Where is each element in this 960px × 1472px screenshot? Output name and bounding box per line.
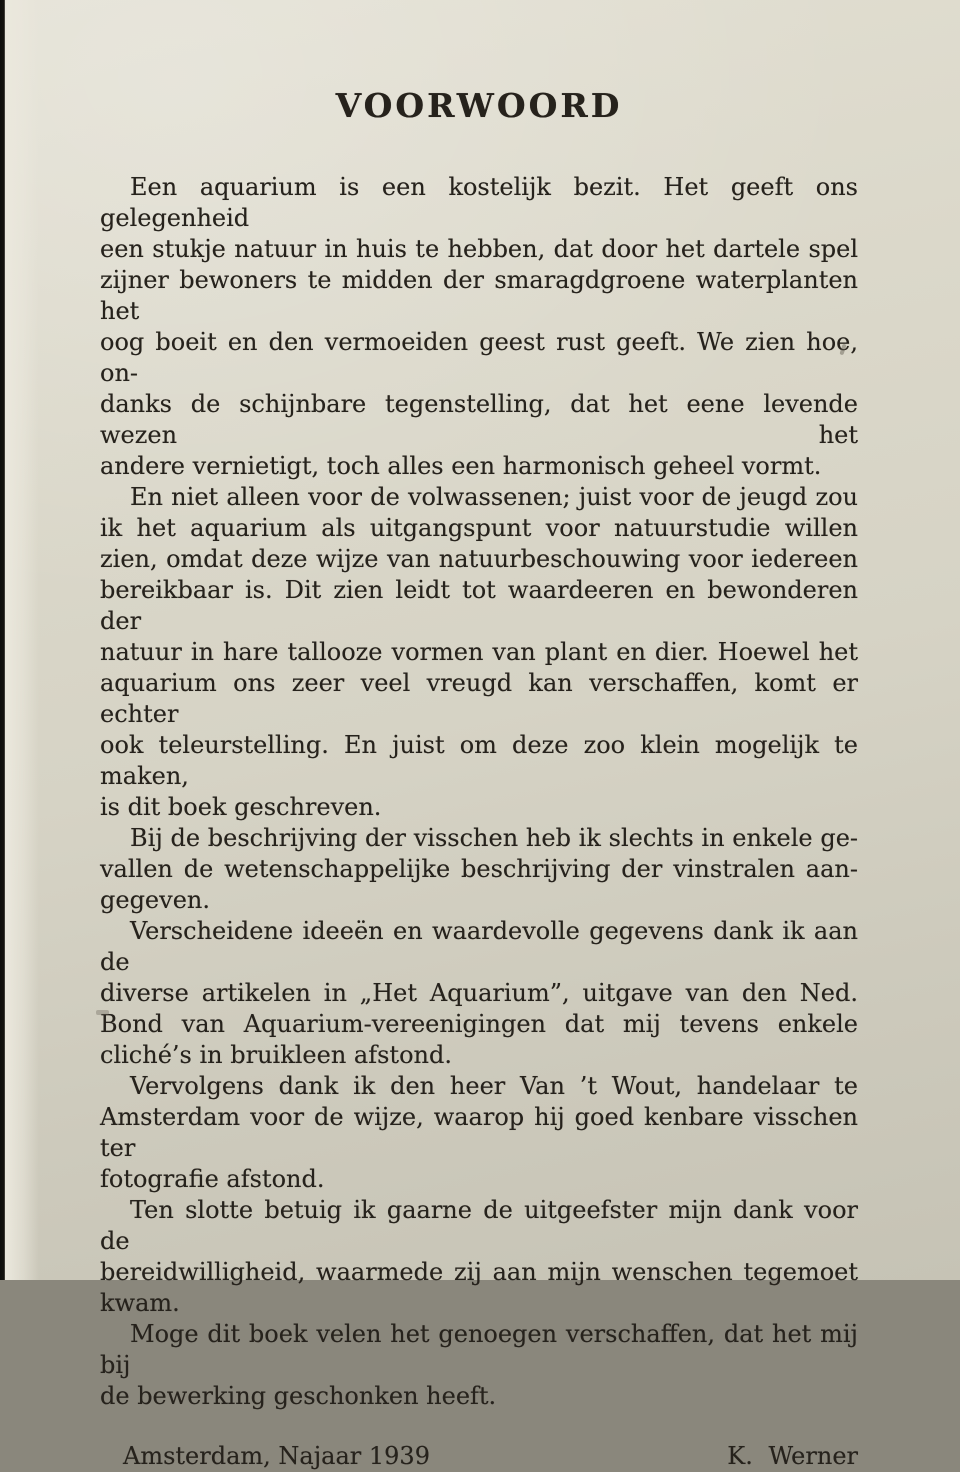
page-title: VOORWOORD — [335, 86, 623, 125]
text-line: Bond van Aquarium-vereenigingen dat mij tevens enkele — [100, 1010, 858, 1038]
text-line: natuur in hare tallooze vormen van plant en dier. Hoewel het — [100, 638, 858, 666]
text-line: ook teleurstelling. En juist om deze zoo klein mogelijk te maken, — [100, 731, 858, 790]
text-line: fotografie afstond. — [100, 1165, 325, 1193]
text-line: is dit boek geschreven. — [100, 793, 382, 821]
page-content — [100, 0, 858, 1472]
text-line: bereidwilligheid, waarmede zij aan mijn wenschen tegemoet — [100, 1258, 858, 1286]
text-line: vallen de wetenschappelijke beschrijving der vinstralen aan- — [100, 855, 858, 883]
foreword-text — [100, 172, 858, 1412]
text-line: ik het aquarium als uitgangspunt voor natuurstudie willen — [100, 514, 858, 542]
scan-speck — [444, 1209, 448, 1213]
paragraph — [100, 916, 858, 1071]
signature-row — [100, 1435, 858, 1472]
signature-author: K. Werner — [727, 1442, 858, 1470]
text-line: Ten slotte betuig ik gaarne de uitgeefster mijn dank voor de — [100, 1196, 858, 1255]
text-line: zien, omdat deze wijze van natuurbeschouwing voor iedereen — [100, 545, 858, 573]
text-line: de bewerking geschonken heeft. — [100, 1382, 497, 1410]
paragraph — [100, 823, 858, 916]
paragraph — [100, 1319, 858, 1412]
text-line: kwam. — [100, 1289, 180, 1317]
text-line: gegeven. — [100, 886, 210, 914]
text-line: Amsterdam voor de wijze, waarop hij goed kenbare visschen ter — [100, 1103, 858, 1162]
text-line: aquarium ons zeer veel vreugd kan verschaffen, komt er echter — [100, 669, 858, 728]
page-edge-highlight — [5, 0, 39, 1280]
text-line: Verscheidene ideeën en waardevolle gegevens dank ik aan de — [100, 917, 858, 976]
text-line: een stukje natuur in huis te hebben, dat door het dartele spel — [100, 235, 858, 263]
text-line: danks de schijnbare tegenstelling, dat het eene levende wezen het — [100, 390, 858, 449]
text-line: zijner bewoners te midden der smaragdgroene waterplanten het — [100, 266, 858, 325]
text-line: Vervolgens dank ik den heer Van ’t Wout, handelaar te — [130, 1072, 858, 1100]
text-line: andere vernietigt, toch alles een harmonisch geheel vormt. — [100, 452, 822, 480]
text-line: Bij de beschrijving der visschen heb ik slechts in enkele ge- — [130, 824, 858, 852]
text-line: Een aquarium is een kostelijk bezit. Het geeft ons gelegenheid — [100, 173, 858, 232]
text-line: bereikbaar is. Dit zien leidt tot waardeeren en bewonderen der — [100, 576, 858, 635]
text-line: Moge dit boek velen het genoegen verschaffen, dat het mij bij — [100, 1320, 858, 1379]
scan-speck — [96, 1010, 109, 1015]
text-line: diverse artikelen in „Het Aquarium”, uitgave van den Ned. — [100, 979, 858, 1007]
paragraph — [100, 1195, 858, 1319]
paragraph — [100, 172, 858, 482]
paragraph — [100, 1071, 858, 1195]
text-line: oog boeit en den vermoeiden geest rust geeft. We zien hoe, on- — [100, 328, 858, 387]
text-line: En niet alleen voor de volwassenen; juist voor de jeugd zou — [130, 483, 858, 511]
signature-place-date: Amsterdam, Najaar 1939 — [123, 1442, 430, 1470]
text-line: cliché’s in bruikleen afstond. — [100, 1041, 452, 1069]
paragraph — [100, 482, 858, 823]
